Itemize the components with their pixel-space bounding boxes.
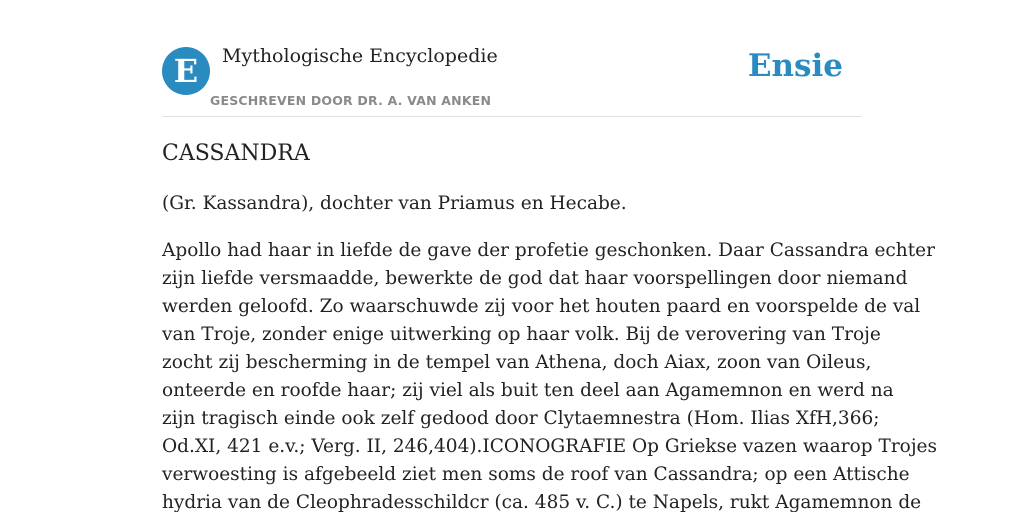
- body-line: zijn tragisch einde ook zelf gedood door Clytaemnestra (Hom. Ilias XfH,366;: [162, 408, 880, 429]
- body-line: hydria van de Cleophradesschildcr (ca. 485 v. C.) te Napels, rukt Agamemnon de: [162, 492, 922, 512]
- body-line: werden geloofd. Zo waarschuwde zij voor het houten paard en voorspelde de val: [162, 296, 921, 317]
- body-line: zijn liefde versmaadde, bewerkte de god dat haar voorspellingen door niemand: [162, 268, 908, 289]
- body-line: Apollo had haar in liefde de gave der profetie geschonken. Daar Cassandra echter: [162, 240, 935, 261]
- body-line: Od.XI, 421 e.v.; Verg. II, 246,404).ICONOGRAFIE Op Griekse vazen waarop Trojes: [162, 436, 937, 457]
- brand-logo[interactable]: Ensie: [747, 48, 843, 84]
- article-body: [162, 237, 937, 512]
- article-title: CASSANDRA: [162, 141, 310, 166]
- book-title[interactable]: Mythologische Encyclopedie: [222, 45, 498, 67]
- body-line: van Troje, zonder enige uitwerking op haar volk. Bij de verovering van Troje: [162, 324, 881, 345]
- body-line: onteerde en roofde haar; zij viel als buit ten deel aan Agamemnon en werd na: [162, 380, 894, 401]
- author-byline[interactable]: GESCHREVEN DOOR DR. A. VAN ANKEN: [210, 93, 492, 108]
- article: [162, 138, 937, 512]
- site-header: [162, 0, 862, 117]
- encyclopedia-logo[interactable]: E: [162, 47, 210, 95]
- article-intro: (Gr. Kassandra), dochter van Priamus en Hecabe.: [162, 193, 627, 214]
- body-line: verwoesting is afgebeeld ziet men soms de roof van Cassandra; op een Attische: [162, 464, 910, 485]
- body-line: zocht zij bescherming in de tempel van Athena, doch Aiax, zoon van Oileus,: [162, 352, 872, 373]
